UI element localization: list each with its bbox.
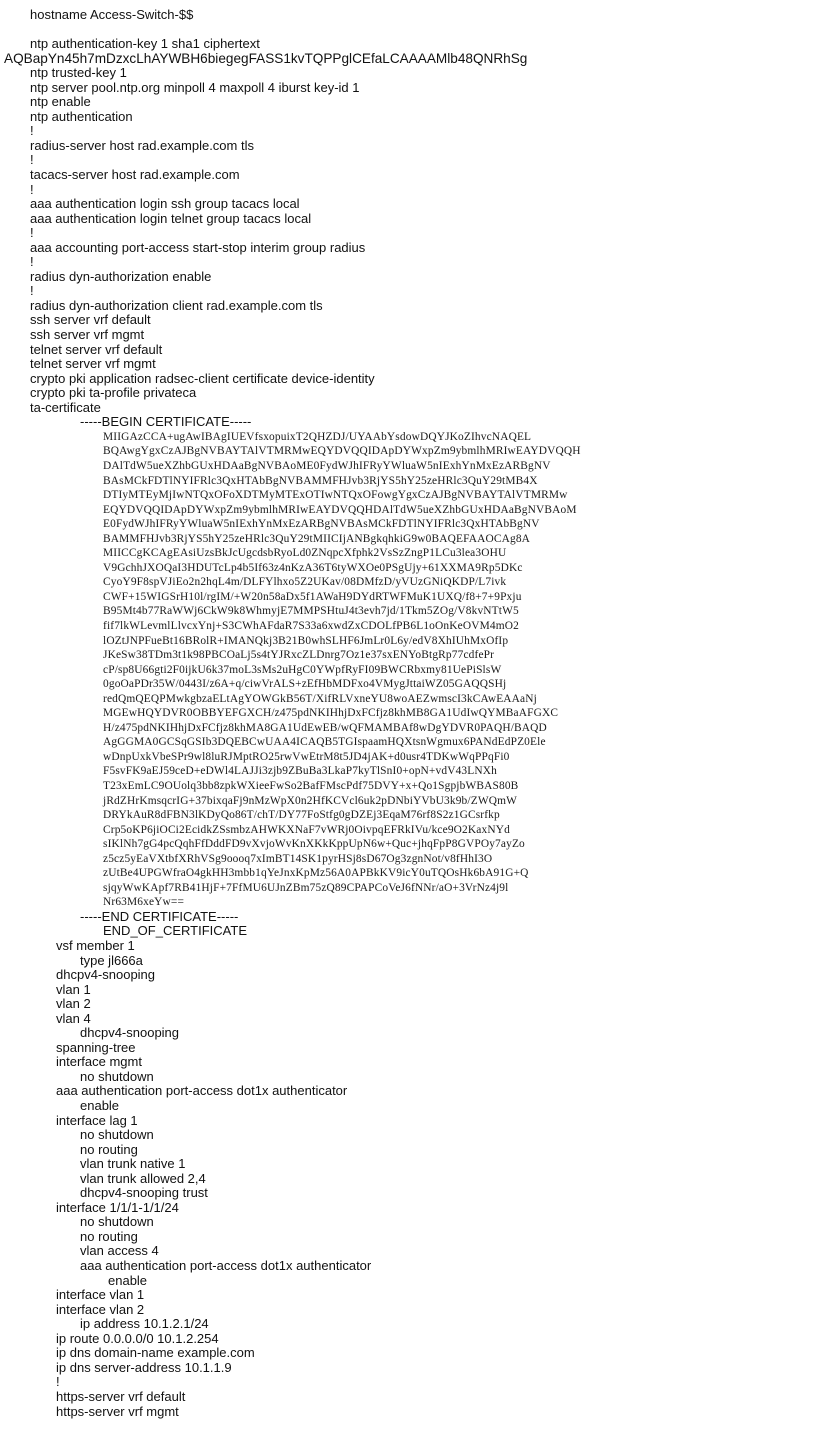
certificate-line: DRYkAuR8dFBN3lKDyQo86T/chT/DY77FoStfg0gDZEj3EqaM76rf8S2z1GCsrfkp: [103, 809, 500, 822]
config-line: vlan 4: [56, 1010, 91, 1026]
certificate-line: sIKlNh7gG4pcQqhFfDddFD9vXvjoWvKnXKkKppUpN6w+Quc+jhqFpP8GVPOy7ayZo: [103, 838, 525, 851]
certificate-line: Nr63M6xeYw==: [103, 896, 185, 909]
certificate-line: MGEwHQYDVR0OBBYEFGXCH/z475pdNKIHhjDxFCfjz8khMB8GA1UdIwQYMBaAFGXC: [103, 707, 559, 720]
config-line: vlan 1: [56, 981, 91, 997]
certificate-line: wDnpUxkVbeSPr9wl8luRJMptRO25rwVwEtrM8t5JD4jAK+d0usr4TDKwWqPPqFi0: [103, 750, 510, 763]
config-line: type jl666a: [80, 952, 143, 968]
config-line: interface vlan 2: [56, 1301, 145, 1317]
config-line: interface lag 1: [56, 1112, 138, 1128]
config-line: ntp enable: [30, 94, 91, 110]
config-line: https-server vrf mgmt: [56, 1403, 179, 1419]
config-line: ntp server pool.ntp.org minpoll 4 maxpoll 4 iburst key-id 1: [30, 79, 360, 95]
certificate-line: BAMMFHJvb3RjYS5hY25zeHRlc3QuY29tMIICIjANBgkqhkiG9w0BAQEFAAOCAg8A: [103, 532, 531, 545]
config-line: telnet server vrf mgmt: [30, 356, 156, 372]
config-line: vsf member 1: [56, 938, 135, 953]
config-line: ip route 0.0.0.0/0 10.1.2.254: [56, 1330, 219, 1346]
certificate-line: MIICCgKCAgEAsiUzsBkJcUgcdsbRyoLd0ZNqpcXfphk2VsSzZngP1LCu3lea3OHU: [103, 547, 507, 560]
config-line: dhcpv4-snooping: [56, 967, 156, 983]
certificate-line: CWF+15WIGSrH10l/rgIM/+W20n58aDx5f1AWaH9DYdRTWFMuK1UXQ/f8+7+9Pxju: [103, 590, 522, 603]
config-line: [0, 23, 838, 38]
certificate-line: DTIyMTEyMjIwNTQxOFoXDTMyMTExOTIwNTQxOFowgYgxCzAJBgNVBAYTAlVTMRMw: [103, 489, 568, 502]
config-line: enable: [108, 1272, 148, 1288]
certificate-line: cP/sp8U66gti2F0ijkU6k37moL3sMs2uHgC0YWpfRyFI09BWCRbxmy81UePiSlsW: [103, 663, 502, 676]
certificate-line: E0FydWJhIFRyYWluaW5nIExhYnMxEzARBgNVBAsMCkFDTlNYIFRlc3QxHTAbBgNV: [103, 518, 540, 531]
config-line: ta-certificate: [30, 399, 101, 415]
config-line: !: [30, 152, 34, 168]
config-line: radius-server host rad.example.com tls: [30, 137, 254, 153]
certificate-line: JKeSw38TDm3t1k98PBCOaLj5s4tYJRxcZLDnrg7Oz1e37sxENYoBtgRp77cdfePr: [103, 649, 495, 662]
certificate-line: jRdZHrKmsqcrIG+37bixqaFj9nMzWpX0n2HfKCVcl6uk2pDNbiYVbU3k9b/ZWQmW: [103, 794, 518, 807]
config-line: ntp authentication-key 1 sha1 ciphertext: [30, 36, 260, 52]
certificate-line: fif7lkWLevmlLlvcxYnj+S3CWhAFdaR7S33a6xwdZxCDOLfPB6L1oOnKeOVM4mO2: [103, 619, 519, 632]
config-line: no shutdown: [80, 1068, 154, 1084]
config-line: telnet server vrf default: [30, 341, 163, 357]
certificate-line: redQmQEQPMwkgbzaELtAgYOWGkB56T/XifRLVxneYU8woAEZwmscI3kCAwEAAaNj: [103, 692, 537, 705]
config-line: ssh server vrf default: [30, 312, 151, 328]
certificate-line: V9GchhJXOQaI3HDUTcLp4b5If63z4nKzA36T6tyWXOe0PSgUjy+61XXMA9Rp5DKc: [103, 561, 523, 574]
config-line: ssh server vrf mgmt: [30, 327, 145, 343]
certificate-line: T23xEmLC9OUolq3bb8zpkWXieeFwSo2BafFMscPdf75DVY+x+Qo1SgpjbWBAS80B: [103, 779, 519, 792]
config-line: aaa accounting port-access start-stop interim group radius: [30, 239, 366, 255]
config-line: !: [30, 225, 34, 241]
certificate-line: CyoY9F8spVJiEo2n2hqL4m/DLFYlhxo5Z2UKav/08DMfzD/yVUzGNiQKDP/L7ivk: [103, 576, 507, 589]
certificate-line: MIIGAzCCA+ugAwIBAgIUEVfsxopuixT2QHZDJ/UYAAbYsdowDQYJKoZIhvcNAQEL: [103, 430, 532, 443]
certificate-line: H/z475pdNKIHhjDxFCfjz8khMA8GA1UdEwEB/wQFMAMBAf8wDgYDVR0PAQH/BAQD: [103, 721, 547, 734]
config-line: aaa authentication port-access dot1x authenticator: [80, 1258, 372, 1274]
config-line: ntp trusted-key 1: [30, 65, 127, 81]
certificate-line: BQAwgYgxCzAJBgNVBAYTAlVTMRMwEQYDVQQIDApDYWxpZm9ybmlhMRIwEAYDVQQH: [103, 445, 581, 458]
certificate-line: AgGGMA0GCSqGSIb3DQEBCwUAA4ICAQB5TGIspaamHQXtsnWgmux6PANdEdPZ0Ele: [103, 736, 546, 749]
config-line: !: [30, 181, 34, 197]
config-line: crypto pki application radsec-client certificate device-identity: [30, 370, 375, 386]
config-line: -----BEGIN CERTIFICATE-----: [80, 414, 252, 430]
config-line: no routing: [80, 1141, 138, 1157]
config-line: vlan 2: [56, 996, 91, 1012]
config-line: hostname Access-Switch-$$: [30, 7, 194, 22]
config-line: interface mgmt: [56, 1054, 142, 1070]
config-line: radius dyn-authorization enable: [30, 268, 212, 284]
config-line: dhcpv4-snooping trust: [80, 1185, 208, 1201]
certificate-line: BAsMCkFDTlNYIFRlc3QxHTAbBgNVBAMMFHJvb3RjYS5hY25zeHRlc3QuY29tMB4X: [103, 474, 538, 487]
config-line: no shutdown: [80, 1127, 154, 1143]
certificate-line: F5svFK9aEJ59ceD+eDWl4LAJJi3zjb9ZBuBa3LkaP7kyTlSnI0+opN+vdV43LNXh: [103, 765, 497, 778]
config-line: !: [30, 123, 34, 139]
config-line: crypto pki ta-profile privateca: [30, 385, 197, 401]
config-line: AQBapYn45h7mDzxcLhAYWBH6biegegFASS1kvTQPPglCEfaLCAAAAMlb48QNRhSg: [4, 50, 528, 66]
certificate-line: EQYDVQQIDApDYWxpZm9ybmlhMRIwEAYDVQQHDAlTdW5ueXZhbGUxHDAaBgNVBAoM: [103, 503, 577, 516]
config-line: ip address 10.1.2.1/24: [80, 1316, 209, 1332]
config-line: radius dyn-authorization client rad.example.com tls: [30, 297, 323, 313]
config-line: no shutdown: [80, 1214, 154, 1230]
certificate-line: z5cz5yEaVXtbfXRhVSg9oooq7xImBT14SK1pyrHSj8sD67Og3zgnNot/v8fHhI3O: [103, 852, 493, 865]
certificate-line: B95Mt4b77RaWWj6CkW9k8WhmyjE7MMPSHtuJ4t3evh7jd/1Tkm5ZOg/V8kvNTtW5: [103, 605, 519, 618]
certificate-line: DAlTdW5ueXZhbGUxHDAaBgNVBAoME0FydWJhIFRyYWluaW5nIExhYnMxEzARBgNV: [103, 459, 551, 472]
config-line: aaa authentication login ssh group tacacs local: [30, 196, 300, 212]
config-line: vlan trunk native 1: [80, 1156, 186, 1172]
config-line: interface 1/1/1-1/1/24: [56, 1199, 179, 1215]
certificate-line: Crp5oKP6jiOCi2EcidkZSsmbzAHWKXNaF7vWRj0OivpqEFRkIVu/kce9O2KaxNYd: [103, 823, 510, 836]
config-line: aaa authentication port-access dot1x authenticator: [56, 1083, 348, 1099]
config-line: interface vlan 1: [56, 1287, 145, 1303]
config-line: ntp authentication: [30, 108, 133, 124]
config-line: END_OF_CERTIFICATE: [103, 923, 247, 939]
config-line: !: [56, 1374, 60, 1390]
certificate-line: sjqyWwKApf7RB41HjF+7FfMU6UJnZBm75zQ89CPAPCoVeJ6fNNr/aO+3VrNz4j9l: [103, 881, 509, 894]
certificate-line: 0goOaPDr35W/0443I/z6A+q/ciwVrALS+zEfHbMDFxo4VMygJttaiWZ05GAQQSHj: [103, 678, 507, 691]
config-line: https-server vrf default: [56, 1388, 186, 1404]
config-line: dhcpv4-snooping: [80, 1025, 180, 1041]
config-line: !: [30, 254, 34, 270]
config-line: no routing: [80, 1228, 138, 1244]
config-line: -----END CERTIFICATE-----: [80, 908, 239, 924]
certificate-line: zUtBe4UPGWfraO4gkHH3mbb1qYeJnxKpMz56A0APBkKV9icY0uTQOsHk6bA91G+Q: [103, 867, 529, 880]
config-line: ip dns domain-name example.com: [56, 1345, 255, 1361]
config-line: enable: [80, 1098, 120, 1114]
config-listing: [0, 8, 838, 1419]
certificate-line: lOZtJNPFueBt16BRolR+IMANQkj3B21B0whSLHF6JmLr0L6y/edV8XhIUhMxOfIp: [103, 634, 509, 647]
config-line: aaa authentication login telnet group tacacs local: [30, 210, 312, 226]
config-line: spanning-tree: [56, 1039, 136, 1055]
config-line: !: [30, 283, 34, 299]
config-line: ip dns server-address 10.1.1.9: [56, 1359, 232, 1375]
config-line: vlan trunk allowed 2,4: [80, 1170, 206, 1186]
config-line: tacacs-server host rad.example.com: [30, 167, 240, 183]
config-line: vlan access 4: [80, 1243, 159, 1259]
